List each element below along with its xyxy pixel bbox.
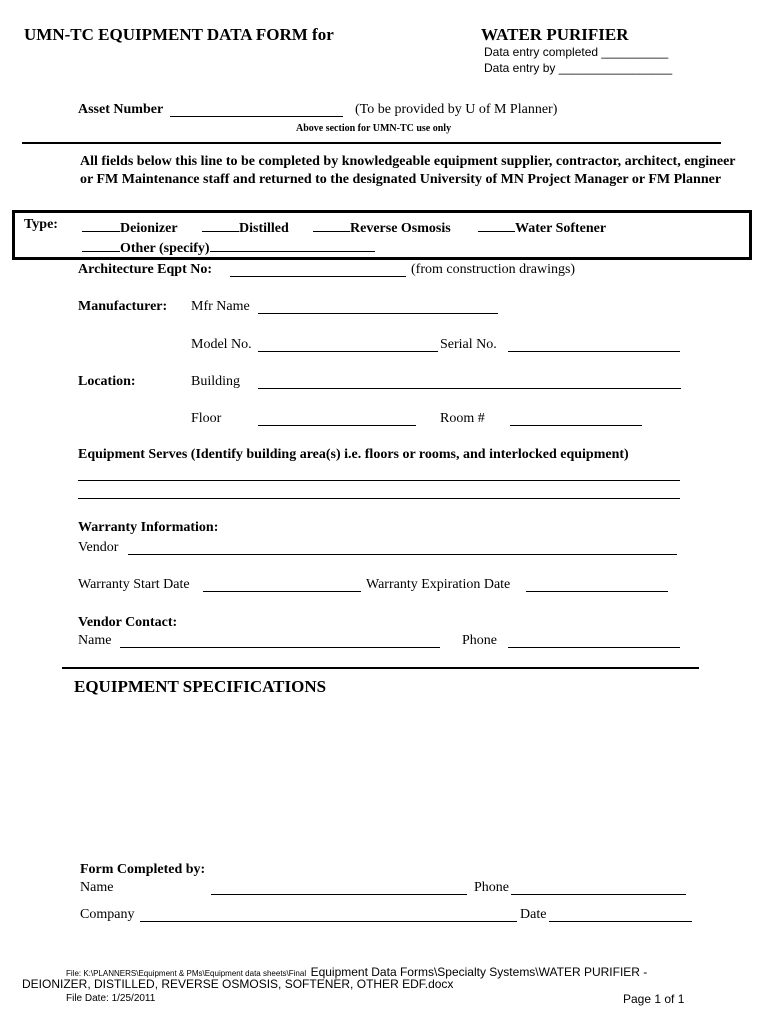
- model-no-label: Model No.: [191, 337, 252, 352]
- footer-page-number: Page 1 of 1: [623, 992, 685, 1006]
- company-label: Company: [80, 907, 135, 922]
- footer-file-path-line-2: DEIONIZER, DISTILLED, REVERSE OSMOSIS, SOFTENER, OTHER EDF.docx: [22, 977, 454, 991]
- floor-field[interactable]: [258, 425, 416, 426]
- vendor-contact-phone-field[interactable]: [508, 647, 680, 648]
- form-completed-phone-label: Phone: [474, 880, 509, 895]
- form-completed-phone-field[interactable]: [511, 894, 686, 895]
- equipment-specifications-area[interactable]: [74, 705, 694, 855]
- date-field[interactable]: [549, 921, 692, 922]
- model-no-field[interactable]: [258, 351, 438, 352]
- date-label: Date: [520, 907, 547, 922]
- type-option-water-softener[interactable]: Water Softener: [478, 217, 606, 237]
- type-option-distilled[interactable]: Distilled: [202, 217, 289, 237]
- section-divider: [22, 142, 721, 144]
- form-completed-name-field[interactable]: [211, 894, 467, 895]
- type-label: Type:: [24, 217, 58, 232]
- data-entry-by[interactable]: Data entry by _________________: [484, 61, 673, 75]
- asset-number-note: (To be provided by U of M Planner): [355, 102, 558, 117]
- instructions-text: All fields below this line to be completed by knowledgeable equipment supplier, contractor, architect, engineer or FM Maintenance staff and returned to the designated University of MN Project Manager or FM Planner: [80, 154, 736, 187]
- vendor-contact-name-label: Name: [78, 633, 112, 648]
- architecture-eqpt-field[interactable]: [230, 276, 406, 277]
- location-label: Location:: [78, 374, 136, 389]
- form-completed-name-label: Name: [80, 880, 114, 895]
- footer-file-date: File Date: 1/25/2011: [66, 993, 156, 1004]
- vendor-contact-name-field[interactable]: [120, 647, 440, 648]
- architecture-eqpt-label: Architecture Eqpt No:: [78, 262, 213, 277]
- serial-no-label: Serial No.: [440, 337, 497, 352]
- data-entry-completed[interactable]: Data entry completed __________: [484, 45, 669, 59]
- room-label: Room #: [440, 411, 485, 426]
- equipment-type-title: WATER PURIFIER: [481, 25, 629, 44]
- asset-number-field[interactable]: [170, 116, 343, 117]
- umn-only-note: Above section for UMN-TC use only: [296, 123, 452, 134]
- equipment-serves-label: Equipment Serves (Identify building area(s) i.e. floors or rooms, and interlocked equipment): [78, 447, 629, 462]
- warranty-expiration-label: Warranty Expiration Date: [366, 577, 511, 592]
- form-completed-heading: Form Completed by:: [80, 862, 206, 877]
- type-option-other[interactable]: Other (specify): [82, 237, 375, 257]
- serial-no-field[interactable]: [508, 351, 680, 352]
- equipment-serves-line-2[interactable]: [78, 498, 680, 499]
- warranty-start-field[interactable]: [203, 591, 361, 592]
- type-option-deionizer[interactable]: Deionizer: [82, 217, 178, 237]
- form-title: UMN-TC EQUIPMENT DATA FORM for: [24, 25, 334, 44]
- vendor-label: Vendor: [78, 540, 119, 555]
- footer-file-path: File: K:\PLANNERS\Equipment & PMs\Equipment data sheets\Final Equipment Data Forms\Specialty Systems\WATER PURIFIER -: [66, 965, 648, 979]
- vendor-contact-phone-label: Phone: [462, 633, 497, 648]
- vendor-field[interactable]: [128, 554, 677, 555]
- asset-number-label: Asset Number: [78, 102, 164, 117]
- mfr-name-label: Mfr Name: [191, 299, 250, 314]
- warranty-start-label: Warranty Start Date: [78, 577, 190, 592]
- building-field[interactable]: [258, 388, 681, 389]
- manufacturer-label: Manufacturer:: [78, 299, 168, 314]
- vendor-contact-heading: Vendor Contact:: [78, 615, 178, 630]
- warranty-heading: Warranty Information:: [78, 520, 219, 535]
- architecture-note: (from construction drawings): [411, 262, 576, 277]
- type-option-reverse-osmosis[interactable]: Reverse Osmosis: [313, 217, 451, 237]
- floor-label: Floor: [191, 411, 222, 426]
- building-label: Building: [191, 374, 241, 389]
- equipment-serves-line-1[interactable]: [78, 480, 680, 481]
- company-field[interactable]: [140, 921, 517, 922]
- equipment-specifications-heading: EQUIPMENT SPECIFICATIONS: [74, 677, 327, 696]
- mfr-name-field[interactable]: [258, 313, 498, 314]
- warranty-expiration-field[interactable]: [526, 591, 668, 592]
- room-field[interactable]: [510, 425, 642, 426]
- specs-divider: [62, 667, 699, 669]
